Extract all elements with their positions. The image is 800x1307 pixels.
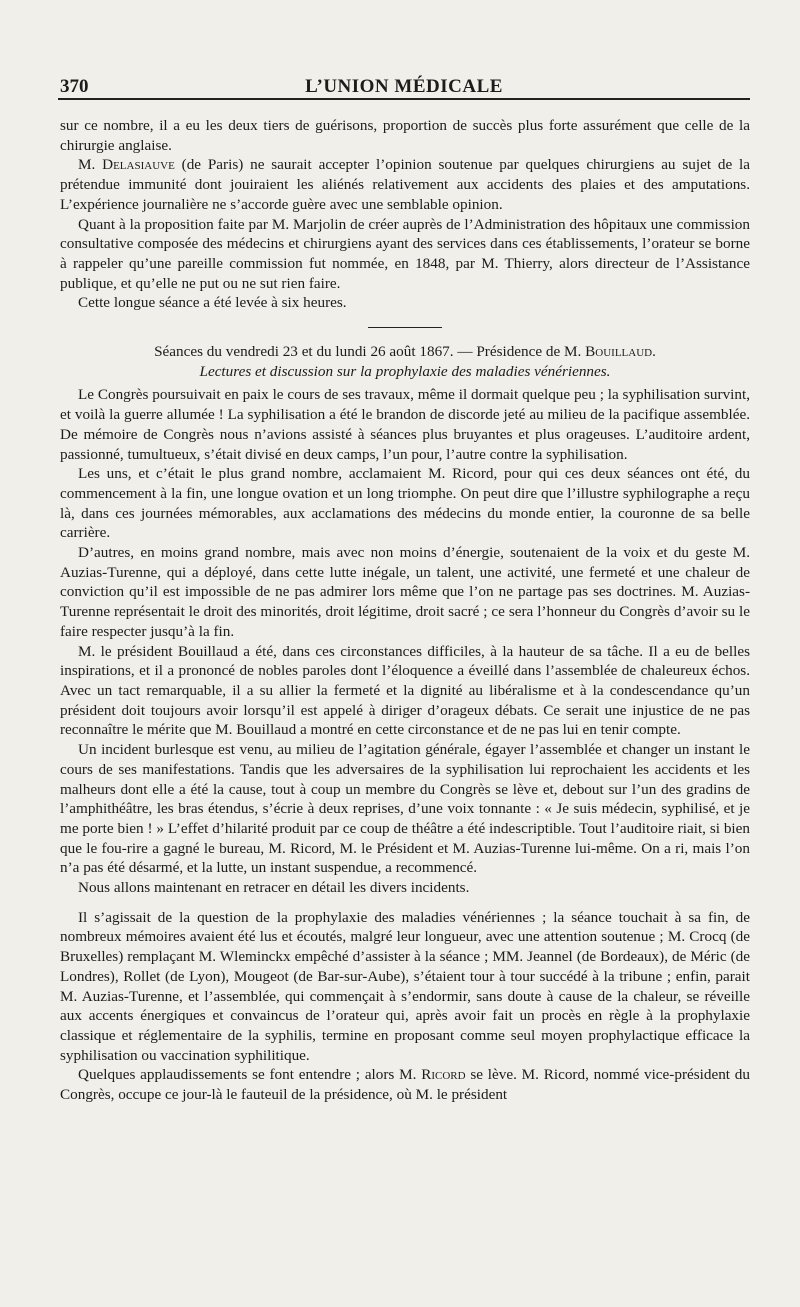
session-subtitle: Lectures et discussion sur la prophylaxie des maladies vénériennes. (199, 362, 611, 380)
paragraph: Cette longue séance a été levée à six heures. (78, 294, 347, 312)
paragraph: Quant à la proposition faite par M. Marjolin de créer auprès de l’Administration des hôpitaux une commission consultative composée des médecins et chirurgiens ayant des services dans ces établissements, l’orateur se borne à rappeler qu’une pareille commission fut nommée, en 1848, par M. Thierry, alors directeur de l’Assistance publique, et qu’elle ne put ou ne sut rien faire. (60, 215, 750, 292)
speaker-name: Delasiauve (102, 156, 175, 174)
spacer (60, 898, 750, 908)
paragraph: D’autres, en moins grand nombre, mais avec non moins d’énergie, soutenaient de la voix et du geste M. Auzias-Turenne, qui a déployé, dans cette lutte inégale, un talent, une activité, une fermeté et une chaleur de conviction qu’il est impossible de ne pas admirer lors même que l’on ne partage pas ses doctrines. M. Auzias-Turenne représentait le droit des minorités, droit légitime, droit sacré ; ce sera l’honneur du Congrès d’avoir su le faire respecter jusqu’à la fin. (60, 544, 750, 640)
section-divider (368, 327, 442, 328)
paragraph: Le Congrès poursuivait en paix le cours de ses travaux, même il dormait quelque peu ; la syphilisation survint, et voilà la guerre allumée ! La syphilisation a été le brandon de discorde jeté au milieu de la pacifique assemblée. De mémoire de Congrès nous n’avions assisté à séances plus bruyantes et plus orageuses. L’auditoire ardent, passionné, tumultueux, s’était divisé en deux camps, l’un pour, l’autre contre la syphilisation. (60, 386, 750, 463)
session-heading: Séances du vendredi 23 et du lundi 26 août 1867. — Présidence de M. Bouillaud. (154, 343, 656, 361)
page-number: 370 (60, 76, 89, 97)
paragraph: Il s’agissait de la question de la prophylaxie des maladies vénériennes ; la séance touchait à sa fin, de nombreux mémoires avaient été lus et écoutés, malgré leur longueur, avec une attention soutenue ; M. Crocq (de Bruxelles) remplaçant M. Wleminckx empêché d’assister à la séance ; MM. Jeannel (de Bordeaux), de Méric (de Londres), Rollet (de Lyon), Mougeot (de Bar-sur-Aube), s’étaient tour à tour succédé à la tribune ; enfin, parait M. Auzias-Turenne, et l’assemblée, qui commençait à s’endormir, sans doute à cause de la chaleur, se réveille aux accents énergiques et convaincus de l’orateur qui, après avoir fait un procès en règle à la prophylaxie classique et réglementaire de la syphilis, termine en proposant comme seul moyen prophylactique efficace la syphilisation ou vaccination syphilitique. (60, 908, 750, 1064)
page-header (58, 68, 750, 100)
paragraph: Les uns, et c’était le plus grand nombre, acclamaient M. Ricord, pour qui ces deux séances ont été, du commencement à la fin, une longue ovation et un long triomphe. On peut dire que l’illustre syphilographe a reçu là, dans ces journées mémorables, aux acclamations des médecins du monde entier, la couronne de sa belle carrière. (60, 465, 750, 542)
paragraph: M. le président Bouillaud a été, dans ces circonstances difficiles, à la hauteur de sa tâche. Il a eu de belles inspirations, et il a prononcé de nobles paroles dont l’éloquence a éveillé dans l’assemblée de chaleureux échos. Avec un tact remarquable, il a su allier la fermeté et la dignité au libéralisme et à la condescendance qu’un président doit toujours avoir lorsqu’il est appelé à diriger d’orageux débats. Ce serait une injustice de ne pas reconnaître le mérite que M. Bouillaud a montré en cette circonstance et de ne pas lui en tenir compte. (60, 642, 750, 739)
speaker-name: Ricord (421, 1066, 466, 1084)
president-name: Bouillaud (585, 343, 653, 361)
running-title: L’UNION MÉDICALE (305, 76, 503, 97)
paragraph: Quelques applaudissements se font entendre ; alors M. Ricord se lève. M. Ricord, nommé vice-président du Congrès, occupe ce jour-là le fauteuil de la présidence, où M. le président (60, 1066, 750, 1104)
paragraph: M. Delasiauve (de Paris) ne saurait accepter l’opinion soutenue par quelques chirurgiens au sujet de la prétendue immunité dont jouiraient les aliénés relativement aux accidents des plaies et des amputations. L’expérience journalière ne s’accorde guère avec une semblable opinion. (60, 156, 750, 213)
paragraph: sur ce nombre, il a eu les deux tiers de guérisons, proportion de succès plus forte assurément que celle de la chirurgie anglaise. (60, 117, 750, 154)
paragraph: Nous allons maintenant en retracer en détail les divers incidents. (78, 879, 470, 897)
article-body (60, 116, 750, 1105)
paragraph: Un incident burlesque est venu, au milieu de l’agitation générale, égayer l’assemblée et changer un instant le cours de ses manifestations. Tandis que les adversaires de la syphilisation lui reprochaient les accidents et les malheurs dont elle a été la cause, tout à coup un membre du Congrès se lève et, debout sur l’un des gradins de l’amphithéâtre, les bras étendus, s’écrie à deux reprises, d’une voix tonnante : « Je suis médecin, syphilisé, et je me porte bien ! » L’effet d’hilarité produit par ce coup de théâtre a été indescriptible. Tout l’auditoire riait, si bien que le fou-rire a gagné le bureau, M. Ricord, M. le Président et M. Auzias-Turenne lui-même. On a ri, mais l’on n’a pas été désarmé, et la lutte, un instant suspendue, a recommencé. (60, 741, 750, 877)
